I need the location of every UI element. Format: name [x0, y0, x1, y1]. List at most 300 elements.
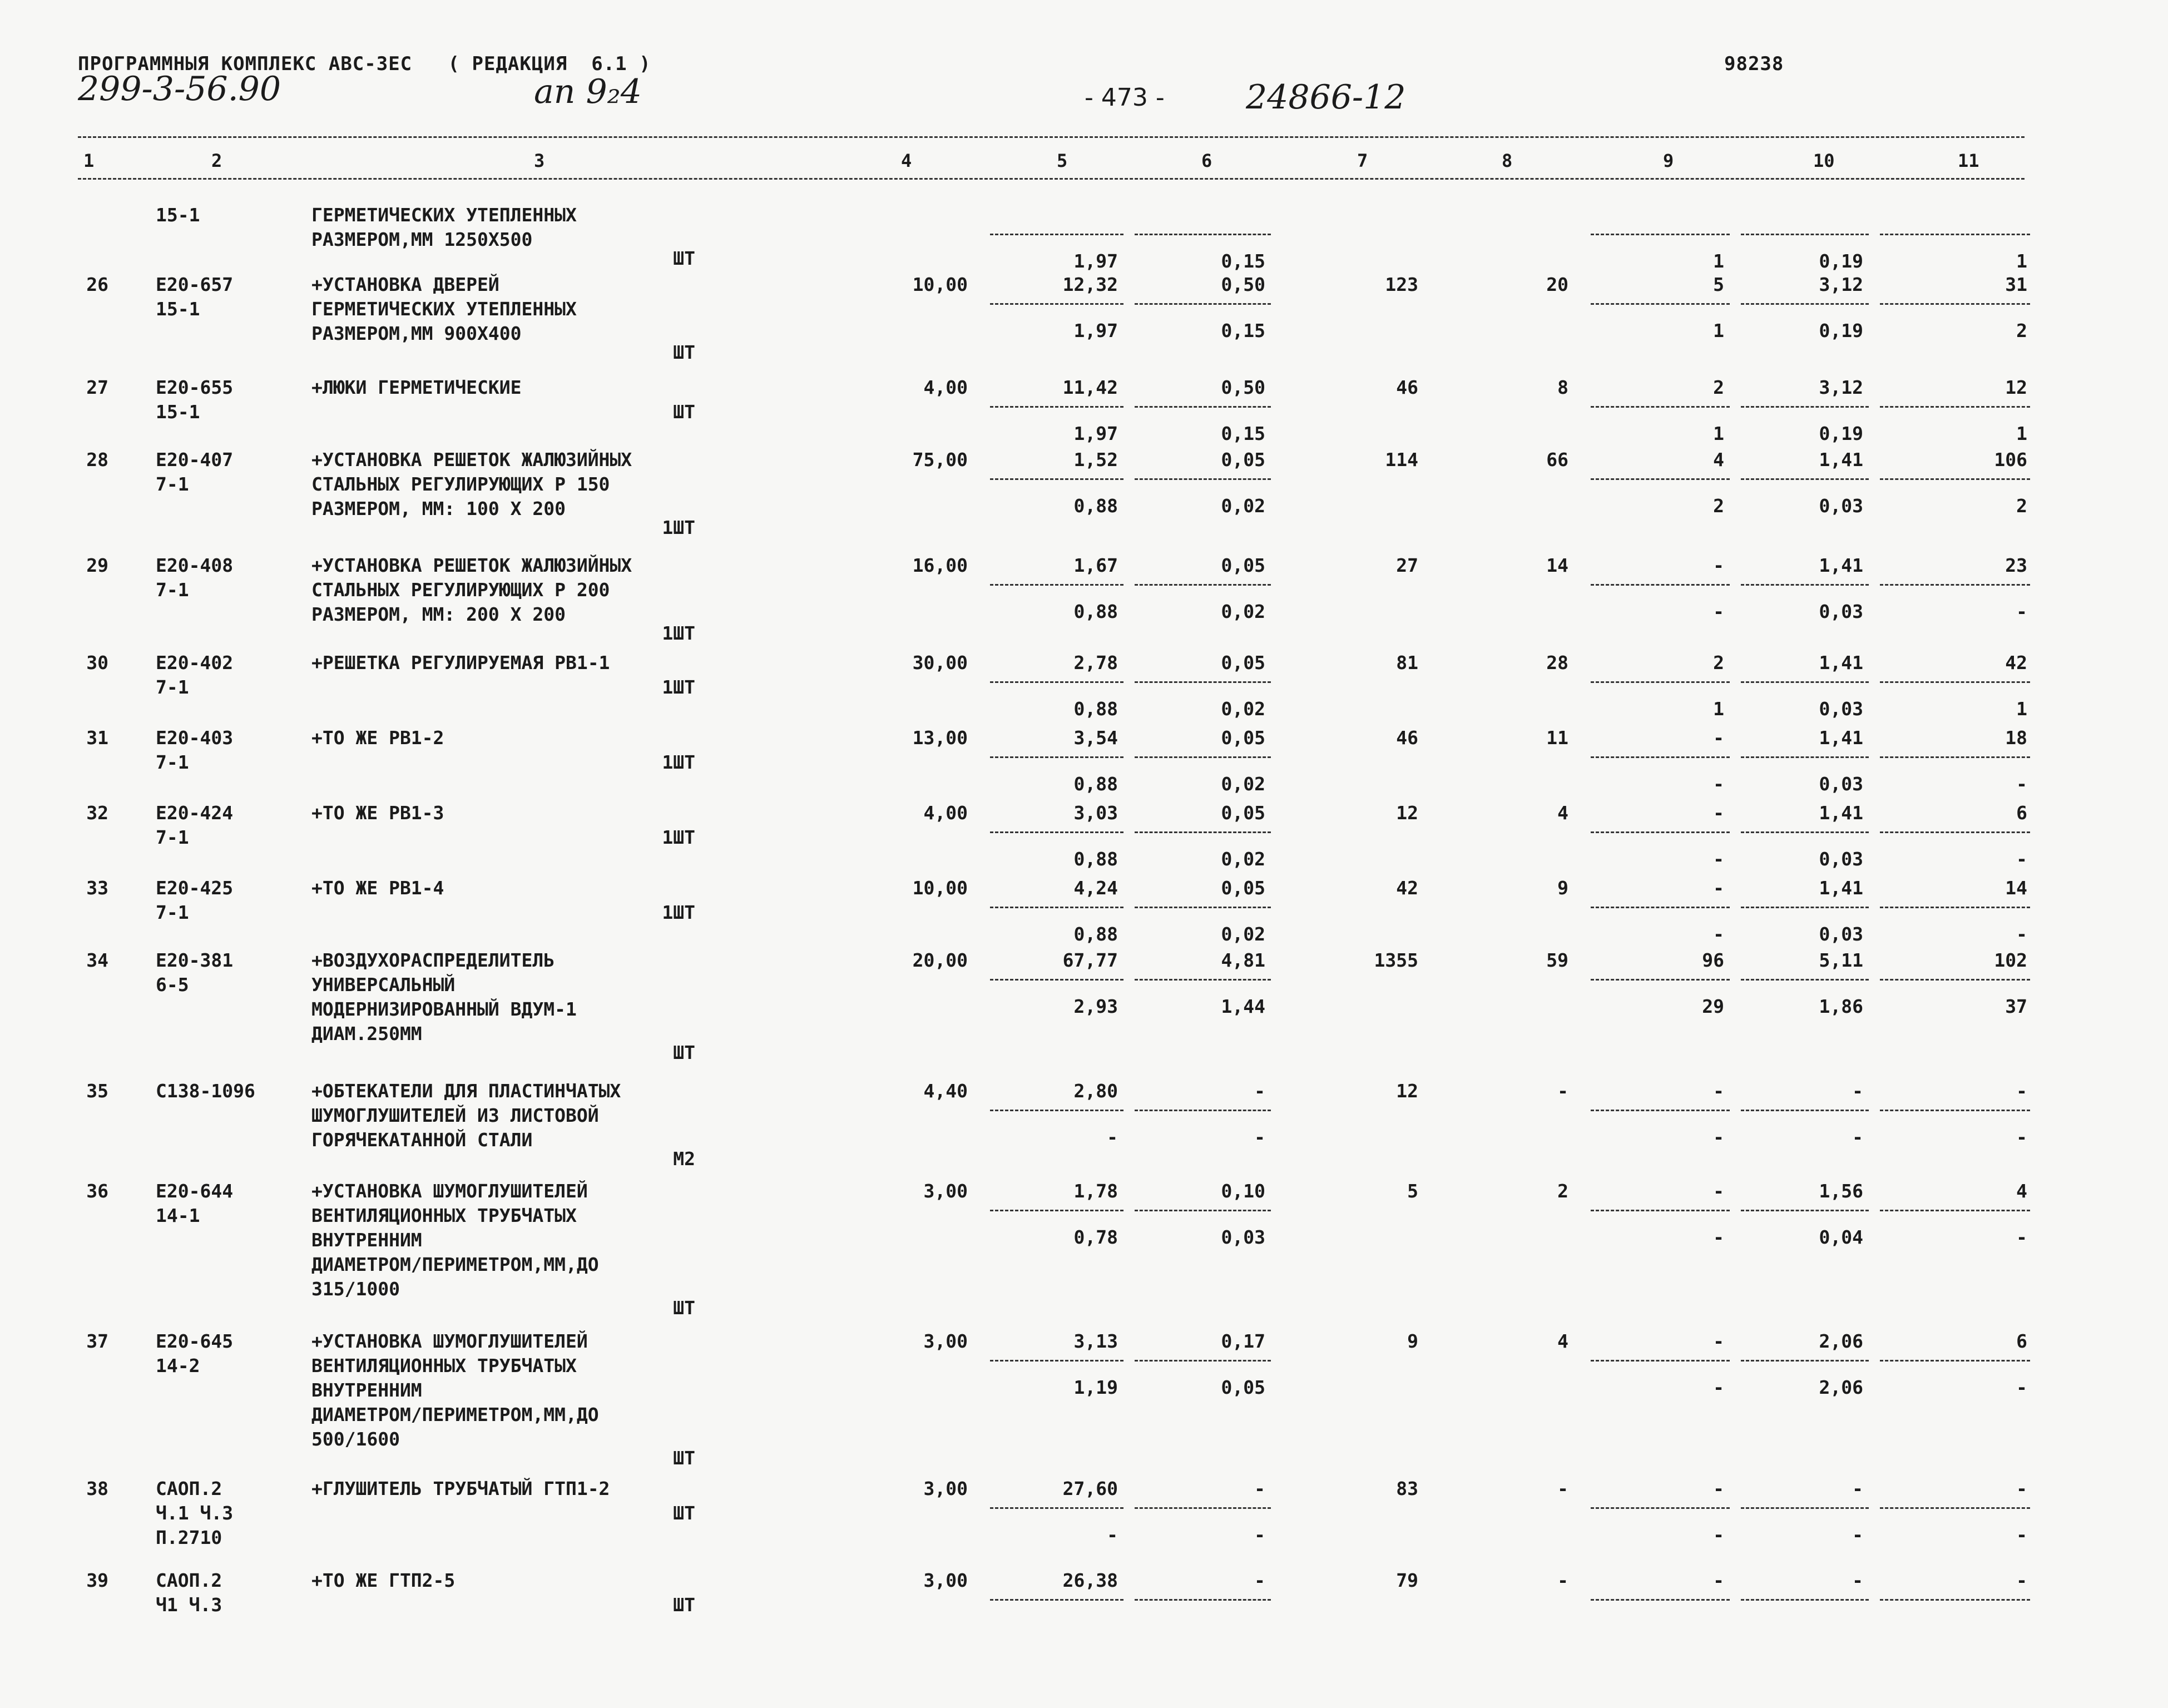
cell-separator	[1135, 1210, 1271, 1211]
handwritten-project-number: 299-3-56.90	[78, 70, 281, 108]
labor-total-secondary: 2	[2016, 495, 2027, 517]
resource-code: Е20-381	[156, 949, 234, 971]
unit-of-measure: ШТ	[673, 1042, 695, 1063]
cell-separator	[1135, 756, 1271, 758]
work-description: СТАЛЬНЫХ РЕГУЛИРУЮЩИХ Р 150	[311, 473, 610, 495]
unit-wages-secondary: 0,02	[1221, 495, 1265, 517]
total-cost: 46	[1396, 377, 1418, 398]
resource-code: Ч.1 Ч.3	[156, 1502, 234, 1524]
machine-cost: 5	[1713, 274, 1724, 295]
cell-separator	[1135, 1360, 1271, 1362]
work-description: +ТО ЖЕ РВ1-3	[311, 802, 444, 824]
resource-code: 14-1	[156, 1205, 200, 1226]
work-description: ДИАМ.250ММ	[311, 1023, 422, 1044]
labor-per-unit: -	[1852, 1080, 1863, 1102]
machine-cost: 96	[1702, 949, 1724, 971]
labor-per-unit-secondary: 0,03	[1819, 601, 1863, 622]
total-cost: 83	[1396, 1478, 1418, 1499]
cell-separator	[1741, 831, 1869, 833]
work-description: +ТО ЖЕ ГТП2-5	[311, 1570, 456, 1591]
cell-separator	[1135, 1507, 1271, 1509]
work-description: +ТО ЖЕ РВ1-4	[311, 877, 444, 899]
machine-cost-secondary: -	[1713, 601, 1724, 622]
column-header-9: 9	[1663, 150, 1674, 171]
unit-cost-secondary: -	[1107, 1524, 1118, 1546]
unit-wages-secondary: 0,15	[1221, 250, 1265, 272]
labor-total: 6	[2016, 1330, 2027, 1352]
labor-total: 42	[2005, 652, 2027, 674]
labor-total: 4	[2016, 1180, 2027, 1202]
labor-total-secondary: -	[2016, 1377, 2027, 1398]
labor-per-unit: 1,41	[1819, 449, 1863, 471]
unit-cost: 3,54	[1073, 727, 1118, 749]
unit-wages-secondary: -	[1254, 1126, 1265, 1148]
cell-separator	[1880, 756, 2030, 758]
labor-per-unit: -	[1852, 1478, 1863, 1499]
unit-cost-secondary: 0,88	[1073, 495, 1118, 517]
unit-cost: 12,32	[1062, 274, 1118, 295]
resource-code: САОП.2	[156, 1478, 222, 1499]
resource-code: Е20-407	[156, 449, 234, 471]
labor-total-secondary: 37	[2005, 996, 2027, 1017]
cell-separator	[1591, 1210, 1730, 1211]
unit-wages: 0,05	[1221, 652, 1265, 674]
machine-cost-secondary: 1	[1713, 423, 1724, 444]
cell-separator	[1741, 979, 1869, 981]
machine-cost-secondary: -	[1713, 848, 1724, 870]
cell-separator	[990, 1360, 1123, 1362]
resource-code: Е20-425	[156, 877, 234, 899]
unit-cost-secondary: -	[1107, 1126, 1118, 1148]
cell-separator	[1741, 1210, 1869, 1211]
work-description: +ТО ЖЕ РВ1-2	[311, 727, 444, 749]
labor-total-secondary: -	[2016, 773, 2027, 795]
resource-code: САОП.2	[156, 1570, 222, 1591]
machine-cost: 4	[1713, 449, 1724, 471]
unit-of-measure: М2	[673, 1148, 695, 1170]
cell-separator	[1741, 303, 1869, 305]
cell-separator	[1880, 584, 2030, 586]
labor-total: -	[2016, 1478, 2027, 1499]
row-number: 30	[86, 652, 108, 674]
cell-separator	[1741, 756, 1869, 758]
unit-wages: 0,05	[1221, 555, 1265, 576]
cell-separator	[1135, 831, 1271, 833]
resource-code: Е20-408	[156, 555, 234, 576]
resource-code: Е20-645	[156, 1330, 234, 1352]
unit-cost: 26,38	[1062, 1570, 1118, 1591]
work-description: +ГЛУШИТЕЛЬ ТРУБЧАТЫЙ ГТП1-2	[311, 1478, 610, 1499]
cell-separator	[990, 1507, 1123, 1509]
work-description: УНИВЕРСАЛЬНЫЙ	[311, 974, 456, 996]
work-description: 500/1600	[311, 1428, 400, 1450]
unit-of-measure: ШТ	[673, 1297, 695, 1319]
column-header-6: 6	[1201, 150, 1212, 171]
resource-code: 14-2	[156, 1355, 200, 1377]
work-description: ВНУТРЕННИМ	[311, 1379, 422, 1401]
labor-total-secondary: -	[2016, 848, 2027, 870]
work-description: ДИАМЕТРОМ/ПЕРИМЕТРОМ,ММ,ДО	[311, 1404, 599, 1425]
cell-separator	[1880, 1360, 2030, 1362]
unit-wages: 4,81	[1221, 949, 1265, 971]
work-description: СТАЛЬНЫХ РЕГУЛИРУЮЩИХ Р 200	[311, 579, 610, 601]
work-description: +ЛЮКИ ГЕРМЕТИЧЕСКИЕ	[311, 377, 522, 398]
cell-separator	[1135, 979, 1271, 981]
cell-separator	[1591, 406, 1730, 408]
unit-wages-secondary: 0,05	[1221, 1377, 1265, 1398]
resource-code: Е20-657	[156, 274, 234, 295]
unit-wages-secondary: 0,02	[1221, 923, 1265, 945]
unit-wages: 0,10	[1221, 1180, 1265, 1202]
unit-cost-secondary: 0,88	[1073, 773, 1118, 795]
machine-cost-secondary: -	[1713, 1524, 1724, 1546]
wages: 4	[1557, 802, 1568, 824]
unit-cost: 2,80	[1073, 1080, 1118, 1102]
machine-cost-secondary: -	[1713, 1226, 1724, 1248]
unit-cost: 3,13	[1073, 1330, 1118, 1352]
wages: -	[1557, 1570, 1568, 1591]
column-header-10: 10	[1813, 150, 1835, 171]
resource-code: 7-1	[156, 751, 189, 773]
cell-separator	[990, 478, 1123, 480]
machine-cost-secondary: 29	[1702, 996, 1724, 1017]
wages: 59	[1546, 949, 1568, 971]
machine-cost: -	[1713, 1570, 1724, 1591]
cell-separator	[1880, 1599, 2030, 1601]
cell-separator	[1591, 234, 1730, 235]
cell-separator	[1135, 234, 1271, 235]
labor-per-unit-secondary: 0,03	[1819, 848, 1863, 870]
unit-cost: 67,77	[1062, 949, 1118, 971]
machine-cost-secondary: 2	[1713, 495, 1724, 517]
cell-separator	[1741, 478, 1869, 480]
work-description: +УСТАНОВКА ДВЕРЕЙ	[311, 274, 499, 295]
quantity: 75,00	[912, 449, 968, 471]
labor-per-unit-secondary: -	[1852, 1524, 1863, 1546]
cell-separator	[1591, 907, 1730, 908]
labor-total: 106	[1994, 449, 2027, 471]
cell-separator	[1880, 1507, 2030, 1509]
labor-total: 31	[2005, 274, 2027, 295]
unit-cost-secondary: 1,97	[1073, 423, 1118, 444]
total-cost: 1355	[1374, 949, 1418, 971]
work-description: ГОРЯЧЕКАТАННОЙ СТАЛИ	[311, 1129, 533, 1151]
cell-separator	[990, 584, 1123, 586]
cell-separator	[1880, 907, 2030, 908]
total-cost: 46	[1396, 727, 1418, 749]
wages: 28	[1546, 652, 1568, 674]
unit-of-measure: 1ШТ	[662, 751, 695, 773]
cell-separator	[1591, 831, 1730, 833]
machine-cost-secondary: 1	[1713, 250, 1724, 272]
labor-total: -	[2016, 1080, 2027, 1102]
unit-wages-secondary: 0,02	[1221, 848, 1265, 870]
cell-separator	[1591, 303, 1730, 305]
unit-of-measure: ШТ	[673, 401, 695, 423]
labor-per-unit-secondary: 1,86	[1819, 996, 1863, 1017]
cell-separator	[1135, 1599, 1271, 1601]
labor-total-secondary: 1	[2016, 423, 2027, 444]
row-number: 39	[86, 1570, 108, 1591]
unit-of-measure: 1ШТ	[662, 826, 695, 848]
unit-cost: 2,78	[1073, 652, 1118, 674]
machine-cost-secondary: 1	[1713, 320, 1724, 341]
machine-cost: -	[1713, 802, 1724, 824]
total-cost: 81	[1396, 652, 1418, 674]
resource-code: 7-1	[156, 826, 189, 848]
work-description: +УСТАНОВКА ШУМОГЛУШИТЕЛЕЙ	[311, 1180, 588, 1202]
quantity: 3,00	[923, 1478, 968, 1499]
wages: -	[1557, 1080, 1568, 1102]
machine-cost: -	[1713, 727, 1724, 749]
total-cost: 9	[1407, 1330, 1418, 1352]
row-number: 33	[86, 877, 108, 899]
cell-separator	[1135, 1110, 1271, 1111]
machine-cost-secondary: -	[1713, 1377, 1724, 1398]
resource-code: 15-1	[156, 298, 200, 320]
cell-separator	[1741, 584, 1869, 586]
unit-wages: 0,50	[1221, 377, 1265, 398]
resource-code: Ч1 Ч.3	[156, 1594, 222, 1616]
cell-separator	[1135, 907, 1271, 908]
unit-wages-secondary: 0,15	[1221, 423, 1265, 444]
column-header-5: 5	[1057, 150, 1068, 171]
machine-cost: 2	[1713, 652, 1724, 674]
cell-separator	[1880, 979, 2030, 981]
quantity: 3,00	[923, 1570, 968, 1591]
labor-per-unit: 1,56	[1819, 1180, 1863, 1202]
unit-cost: 3,03	[1073, 802, 1118, 824]
work-description: +РЕШЕТКА РЕГУЛИРУЕМАЯ РВ1-1	[311, 652, 610, 674]
labor-total-secondary: -	[2016, 923, 2027, 945]
column-header-11: 11	[1958, 150, 1979, 171]
cell-separator	[1880, 681, 2030, 683]
wages: -	[1557, 1478, 1568, 1499]
cell-separator	[1591, 681, 1730, 683]
wages: 9	[1557, 877, 1568, 899]
labor-total-secondary: 1	[2016, 698, 2027, 720]
column-header-4: 4	[901, 150, 912, 171]
resource-code: 7-1	[156, 676, 189, 698]
machine-cost: -	[1713, 1180, 1724, 1202]
unit-of-measure: ШТ	[673, 1447, 695, 1469]
resource-code: 7-1	[156, 902, 189, 923]
labor-per-unit: 3,12	[1819, 274, 1863, 295]
work-description: ВЕНТИЛЯЦИОННЫХ ТРУБЧАТЫХ	[311, 1355, 577, 1377]
labor-per-unit-secondary: 0,03	[1819, 773, 1863, 795]
cell-separator	[1591, 1507, 1730, 1509]
cell-separator	[1741, 1360, 1869, 1362]
work-description: +ВОЗДУХОРАСПРЕДЕЛИТЕЛЬ	[311, 949, 555, 971]
resource-code: 15-1	[156, 204, 200, 226]
total-cost: 123	[1385, 274, 1418, 295]
cell-separator	[1591, 1599, 1730, 1601]
row-number: 35	[86, 1080, 108, 1102]
resource-code: Е20-644	[156, 1180, 234, 1202]
work-description: ГЕРМЕТИЧЕСКИХ УТЕПЛЕННЫХ	[311, 298, 577, 320]
cell-separator	[990, 406, 1123, 408]
resource-code: 15-1	[156, 401, 200, 423]
cell-separator	[1591, 756, 1730, 758]
resource-code: Е20-403	[156, 727, 234, 749]
cell-separator	[990, 756, 1123, 758]
unit-cost-secondary: 0,88	[1073, 923, 1118, 945]
work-description: +ОБТЕКАТЕЛИ ДЛЯ ПЛАСТИНЧАТЫХ	[311, 1080, 621, 1102]
unit-cost: 27,60	[1062, 1478, 1118, 1499]
cell-separator	[1741, 1110, 1869, 1111]
machine-cost-secondary: -	[1713, 773, 1724, 795]
labor-per-unit: 2,06	[1819, 1330, 1863, 1352]
cell-separator	[1135, 303, 1271, 305]
total-cost: 12	[1396, 802, 1418, 824]
unit-wages: -	[1254, 1478, 1265, 1499]
labor-per-unit: -	[1852, 1570, 1863, 1591]
row-number: 29	[86, 555, 108, 576]
wages: 66	[1546, 449, 1568, 471]
cell-separator	[1591, 979, 1730, 981]
page-number: - 473 -	[1085, 83, 1165, 112]
cell-separator	[1591, 1110, 1730, 1111]
column-header-8: 8	[1502, 150, 1513, 171]
cell-separator	[1880, 234, 2030, 235]
cell-separator	[1591, 1360, 1730, 1362]
unit-cost-secondary: 1,97	[1073, 320, 1118, 341]
quantity: 13,00	[912, 727, 968, 749]
machine-cost-secondary: -	[1713, 923, 1724, 945]
labor-total-secondary: -	[2016, 1126, 2027, 1148]
row-number: 31	[86, 727, 108, 749]
unit-cost: 1,67	[1073, 555, 1118, 576]
unit-wages: -	[1254, 1570, 1265, 1591]
quantity: 4,00	[923, 802, 968, 824]
labor-total: -	[2016, 1570, 2027, 1591]
unit-wages-secondary: -	[1254, 1524, 1265, 1546]
resource-code: Е20-424	[156, 802, 234, 824]
work-description: 315/1000	[311, 1278, 400, 1300]
machine-cost: 2	[1713, 377, 1724, 398]
row-number: 34	[86, 949, 108, 971]
resource-code: Е20-402	[156, 652, 234, 674]
unit-cost: 1,78	[1073, 1180, 1118, 1202]
unit-wages: 0,05	[1221, 727, 1265, 749]
cell-separator	[1741, 1507, 1869, 1509]
total-cost: 12	[1396, 1080, 1418, 1102]
cell-separator	[1135, 681, 1271, 683]
row-number: 38	[86, 1478, 108, 1499]
program-header: ПРОГРАММНЫЯ КОМПЛЕКС АВС-3ЕС ( РЕДАКЦИЯ 6.1 )	[78, 53, 651, 75]
row-number: 36	[86, 1180, 108, 1202]
row-number: 28	[86, 449, 108, 471]
labor-total-secondary: 1	[2016, 250, 2027, 272]
quantity: 10,00	[912, 274, 968, 295]
labor-total: 14	[2005, 877, 2027, 899]
cell-separator	[1880, 831, 2030, 833]
cell-separator	[990, 1110, 1123, 1111]
cell-separator	[990, 681, 1123, 683]
resource-code: Е20-655	[156, 377, 234, 398]
labor-per-unit-secondary: 0,19	[1819, 250, 1863, 272]
cell-separator	[1741, 681, 1869, 683]
labor-total: 102	[1994, 949, 2027, 971]
labor-per-unit: 1,41	[1819, 802, 1863, 824]
work-description: ВЕНТИЛЯЦИОННЫХ ТРУБЧАТЫХ	[311, 1205, 577, 1226]
unit-cost-secondary: 0,88	[1073, 698, 1118, 720]
unit-of-measure: ШТ	[673, 1594, 695, 1616]
labor-per-unit-secondary: 0,19	[1819, 320, 1863, 341]
column-header-2: 2	[211, 150, 222, 171]
labor-total-secondary: 2	[2016, 320, 2027, 341]
quantity: 4,40	[923, 1080, 968, 1102]
unit-wages: 0,50	[1221, 274, 1265, 295]
cell-separator	[1741, 234, 1869, 235]
unit-wages-secondary: 0,15	[1221, 320, 1265, 341]
handwritten-inventory-number: 24866-12	[1246, 78, 1406, 117]
unit-cost-secondary: 0,88	[1073, 848, 1118, 870]
row-number: 27	[86, 377, 108, 398]
resource-code: 7-1	[156, 473, 189, 495]
cell-separator	[1880, 1210, 2030, 1211]
wages: 8	[1557, 377, 1568, 398]
cell-separator	[990, 831, 1123, 833]
cell-separator	[1741, 1599, 1869, 1601]
machine-cost-secondary: -	[1713, 1126, 1724, 1148]
row-number: 37	[86, 1330, 108, 1352]
column-header-7: 7	[1357, 150, 1368, 171]
cell-separator	[1135, 406, 1271, 408]
labor-per-unit: 1,41	[1819, 652, 1863, 674]
total-cost: 114	[1385, 449, 1418, 471]
unit-cost-secondary: 0,78	[1073, 1226, 1118, 1248]
handwritten-album-number: ап 9₂4	[534, 72, 642, 111]
cell-separator	[1591, 584, 1730, 586]
quantity: 10,00	[912, 877, 968, 899]
cell-separator	[1880, 406, 2030, 408]
unit-cost: 4,24	[1073, 877, 1118, 899]
unit-cost-secondary: 2,93	[1073, 996, 1118, 1017]
machine-cost: -	[1713, 1080, 1724, 1102]
labor-per-unit-secondary: 0,03	[1819, 923, 1863, 945]
labor-total: 12	[2005, 377, 2027, 398]
quantity: 3,00	[923, 1180, 968, 1202]
row-number: 26	[86, 274, 108, 295]
wages: 20	[1546, 274, 1568, 295]
unit-of-measure: 1ШТ	[662, 622, 695, 644]
machine-cost: -	[1713, 877, 1724, 899]
document-code: 98238	[1724, 53, 1784, 75]
machine-cost: -	[1713, 555, 1724, 576]
quantity: 3,00	[923, 1330, 968, 1352]
labor-total-secondary: -	[2016, 601, 2027, 622]
work-description: +УСТАНОВКА РЕШЕТОК ЖАЛЮЗИЙНЫХ	[311, 555, 632, 576]
wages: 11	[1546, 727, 1568, 749]
unit-wages-secondary: 1,44	[1221, 996, 1265, 1017]
resource-code: 7-1	[156, 579, 189, 601]
work-description: ДИАМЕТРОМ/ПЕРИМЕТРОМ,ММ,ДО	[311, 1254, 599, 1275]
unit-wages-secondary: 0,02	[1221, 773, 1265, 795]
cell-separator	[990, 234, 1123, 235]
cell-separator	[990, 979, 1123, 981]
cell-separator	[1591, 478, 1730, 480]
quantity: 16,00	[912, 555, 968, 576]
resource-code: 6-5	[156, 974, 189, 996]
machine-cost-secondary: 1	[1713, 698, 1724, 720]
work-description: РАЗМЕРОМ,ММ 900Х400	[311, 323, 522, 344]
machine-cost: -	[1713, 1478, 1724, 1499]
work-description: РАЗМЕРОМ,ММ 1250Х500	[311, 229, 533, 250]
unit-cost-secondary: 0,88	[1073, 601, 1118, 622]
cell-separator	[1880, 303, 2030, 305]
unit-cost: 1,52	[1073, 449, 1118, 471]
